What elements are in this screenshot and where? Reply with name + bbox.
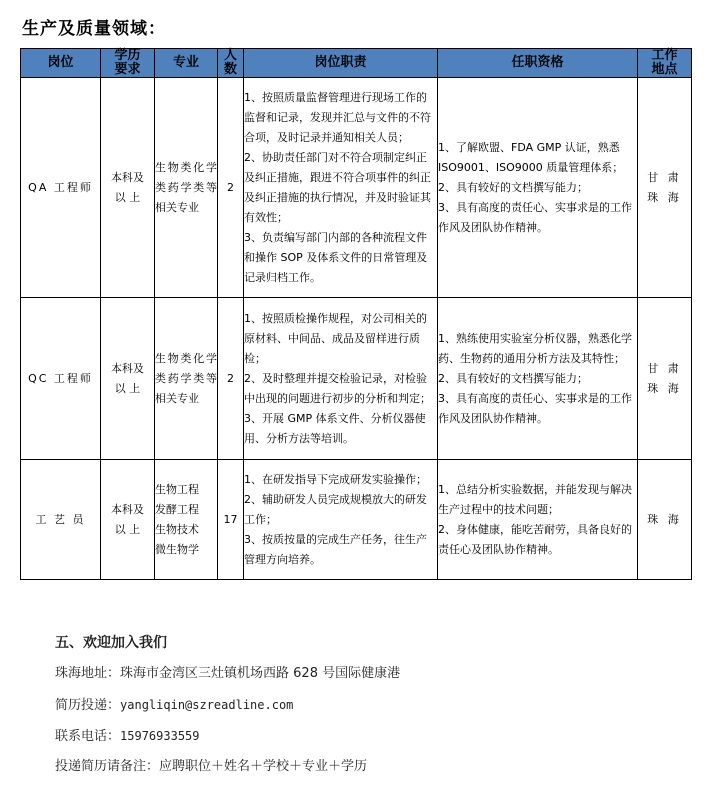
duty-item: 2、辅助研发人员完成规模放大的研发工作；: [244, 492, 427, 526]
duty-item: 3、负责编写部门内部的各种流程文件和操作 SOP 及体系文件的日常管理及记录归档工作。: [244, 230, 428, 284]
post-cell: QC 工程师: [21, 298, 101, 460]
email-link[interactable]: yangliqin@szreadline.com: [120, 698, 294, 712]
table-header-row: [21, 49, 692, 78]
header-count: [218, 49, 244, 78]
major-cell: 生物类化学类药学类等相关专业: [155, 78, 218, 298]
duty-item: 1、在研发指导下完成研发实验操作；: [244, 472, 427, 486]
qualification-item: 2、具有较好的文档撰写能力；: [438, 180, 588, 194]
major-line: 发酵工程: [155, 502, 199, 516]
education-line1: 本科及: [111, 361, 144, 375]
major-cell: 生物类化学类药学类等相关专业: [155, 298, 218, 460]
count-cell: 2: [218, 78, 244, 298]
header-location-line1: 工作: [651, 48, 678, 63]
major-line: 微生物学: [155, 542, 199, 556]
header-major: 专业: [155, 49, 218, 78]
table-row: [21, 78, 692, 298]
duty-cell: [244, 78, 438, 298]
major-line: 生物工程: [155, 482, 199, 496]
education-line1: 本科及: [111, 502, 144, 516]
education-cell: [101, 460, 155, 580]
location-cell: [638, 298, 692, 460]
duty-cell: [244, 460, 438, 580]
education-line2: 以 上: [114, 190, 141, 204]
count-cell: 17: [218, 460, 244, 580]
post-cell: QA 工程师: [21, 78, 101, 298]
post-cell: 工 艺 员: [21, 460, 101, 580]
phone-label: 联系电话：: [55, 729, 121, 744]
header-education: [101, 49, 155, 78]
email-label: 简历投递：: [55, 698, 121, 713]
qualification-cell: [438, 460, 638, 580]
header-education-line2: 要求: [114, 62, 141, 77]
header-education-line1: 学历: [114, 48, 141, 63]
location-line1: 甘 肃: [647, 361, 682, 375]
location-cell: [638, 78, 692, 298]
count-cell: 2: [218, 298, 244, 460]
qualification-item: 1、总结分析实验数据，并能发现与解决生产过程中的技术问题；: [438, 482, 632, 516]
qualification-cell: [438, 78, 638, 298]
duty-item: 1、按照质量监督管理进行现场工作的监督和记录，发现并汇总与文件的不符合项，及时记录并通知相关人员；: [244, 90, 431, 144]
duty-item: 3、开展 GMP 体系文件、分析仪器使用、分析方法等培训。: [244, 411, 426, 445]
duty-item: 1、按照质检操作规程，对公司相关的原材料、中间品、成品及留样进行质检；: [244, 311, 427, 365]
qualification-item: 1、了解欧盟、FDA GMP 认证，熟悉 ISO9001、ISO9000 质量管理体系；: [438, 140, 624, 174]
phone-value: 15976933559: [120, 729, 200, 743]
table-row: [21, 298, 692, 460]
phone-line: [55, 726, 400, 746]
note-value: 应聘职位＋姓名＋学校＋专业＋学历: [159, 759, 368, 774]
table-row: [21, 460, 692, 580]
education-line2: 以 上: [114, 522, 141, 536]
contact-section: [55, 632, 400, 788]
duty-cell: [244, 298, 438, 460]
education-cell: [101, 78, 155, 298]
duty-item: 2、协助责任部门对不符合项制定纠正及纠正措施，跟进不符合项事件的纠正及纠正措施的执行情况，并及时验证其有效性；: [244, 150, 431, 224]
header-count-line1: 人: [223, 48, 237, 63]
location-line1: 甘 肃: [647, 170, 682, 184]
education-line1: 本科及: [111, 170, 144, 184]
education-cell: [101, 298, 155, 460]
duty-item: 2、及时整理并提交检验记录，对检验中出现的问题进行初步的分析和判定；: [244, 371, 431, 405]
qualification-item: 2、身体健康，能吃苦耐劳，具备良好的责任心及团队协作精神。: [438, 522, 632, 556]
location-line2: 珠 海: [647, 190, 682, 204]
education-line2: 以 上: [114, 381, 141, 395]
address-label: 珠海地址：: [55, 666, 121, 681]
qualification-item: 3、具有高度的责任心、实事求是的工作作风及团队协作精神。: [438, 391, 632, 425]
header-post: 岗位: [21, 49, 101, 78]
header-location: [638, 49, 692, 78]
location-cell: [638, 460, 692, 580]
contact-title: 五、欢迎加入我们: [55, 635, 167, 651]
location-line2: 珠 海: [647, 381, 682, 395]
location-line1: 珠 海: [647, 512, 682, 526]
note-line: [55, 757, 400, 777]
header-location-line2: 地点: [651, 62, 678, 77]
duty-item: 3、按质按量的完成生产任务，往生产管理方向培养。: [244, 532, 427, 566]
address-line: [55, 664, 400, 684]
qualification-item: 2、具有较好的文档撰写能力；: [438, 371, 588, 385]
qualification-item: 3、具有高度的责任心、实事求是的工作作风及团队协作精神。: [438, 200, 632, 234]
header-qualification: 任职资格: [438, 49, 638, 78]
major-line: 生物技术: [155, 522, 199, 536]
qualification-cell: [438, 298, 638, 460]
job-table: [20, 48, 692, 580]
address-value: 珠海市金湾区三灶镇机场西路 628 号国际健康港: [120, 666, 401, 681]
note-label: 投递简历请备注：: [55, 759, 160, 774]
major-cell: [155, 460, 218, 580]
header-duty: 岗位职责: [244, 49, 438, 78]
section-title: 生产及质量领域：: [22, 19, 166, 39]
email-line: [55, 695, 400, 715]
qualification-item: 1、熟练使用实验室分析仪器，熟悉化学药、生物药的通用分析方法及其特性；: [438, 331, 632, 365]
header-count-line2: 数: [223, 62, 237, 77]
